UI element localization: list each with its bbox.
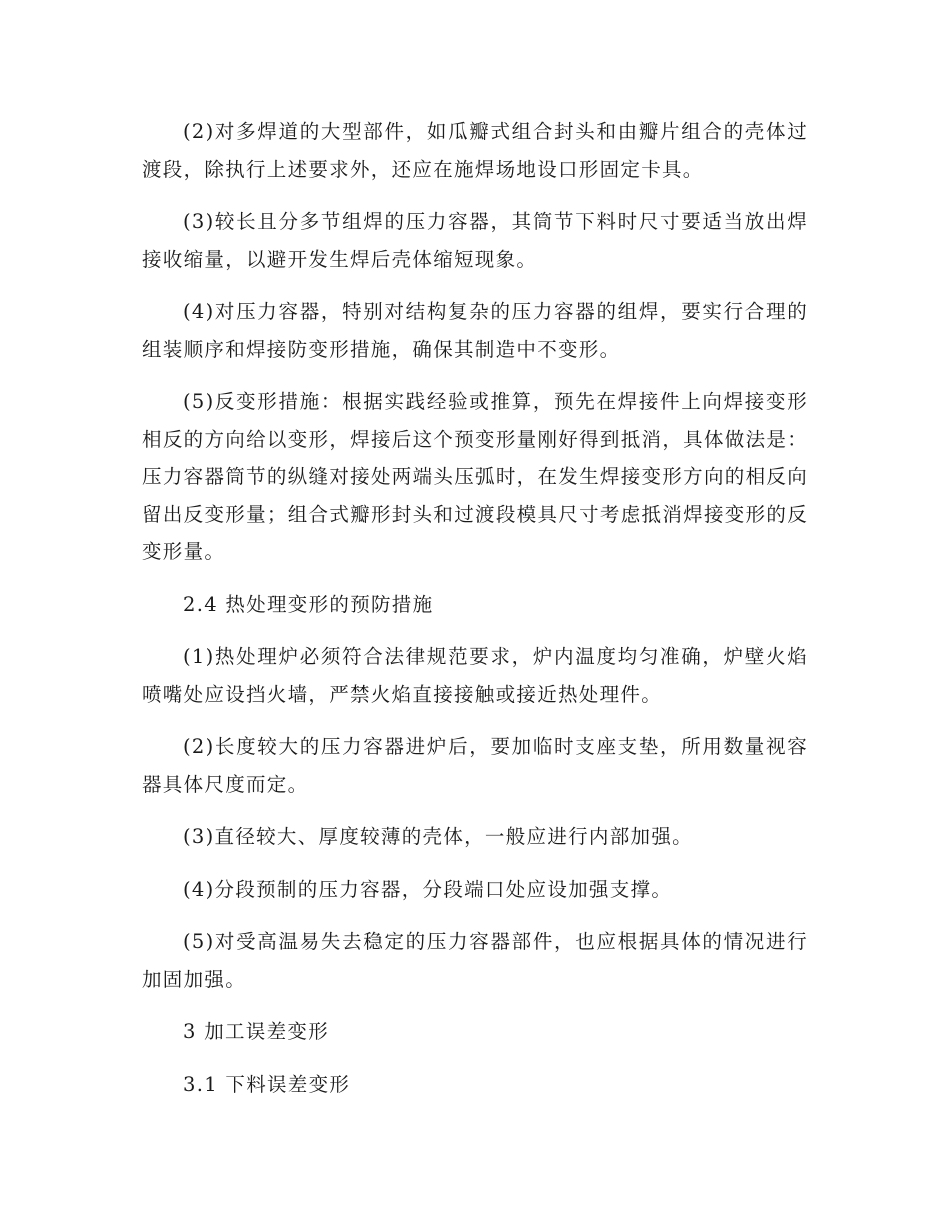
- section-heading-machining-error: 3 加工误差变形: [183, 1020, 330, 1043]
- section-heading-heat-treatment: 2.4 热处理变形的预防措施: [183, 592, 434, 616]
- paragraph-temporary-support: (2)长度较大的压力容器进炉后，要加临时支座支垫，所用数量视容器具体尺度而定。: [142, 735, 808, 796]
- paragraph-shrinkage-allowance: (3)较长且分多节组焊的压力容器，其筒节下料时尺寸要适当放出焊接收缩量，以避开发生焊后壳体缩短现象。: [142, 210, 808, 271]
- paragraph-internal-reinforcement: (3)直径较大、厚度较薄的壳体，一般应进行内部加强。: [183, 825, 693, 848]
- paragraph-furnace-requirements: (1)热处理炉必须符合法律规范要求，炉内温度均匀准确，炉壁火焰喷嘴处应设挡火墙，严禁火焰直接接触或接近热处理件。: [142, 645, 808, 706]
- document-page: [142, 113, 808, 1118]
- paragraph-segment-bracing: (4)分段预制的压力容器，分段端口处应设加强支撑。: [183, 877, 673, 901]
- paragraph-assembly-sequence: (4)对压力容器，特别对结构复杂的压力容器的组焊，要实行合理的组装顺序和焊接防变形措施，确保其制造中不变形。: [142, 300, 808, 361]
- paragraph-welding-fixture: (2)对多焊道的大型部件，如瓜瓣式组合封头和由瓣片组合的壳体过渡段，除执行上述要求外，还应在施焊场地设口形固定卡具。: [142, 120, 808, 181]
- subsection-heading-cutting-error: 3.1 下料误差变形: [183, 1072, 351, 1096]
- paragraph-reverse-deformation: (5)反变形措施：根据实践经验或推算，预先在焊接件上向焊接变形相反的方向给以变形，焊接后这个预变形量刚好得到抵消，具体做法是：压力容器筒节的纵缝对接处两端头压弧时，在发生焊接变形方向的相反向留出反变形量；组合式瓣形封头和过渡段模具尺寸考虑抵消焊接变形的反变形量。: [142, 390, 808, 563]
- paragraph-high-temp-reinforcement: (5)对受高温易失去稳定的压力容器部件，也应根据具体的情况进行加固加强。: [142, 930, 808, 991]
